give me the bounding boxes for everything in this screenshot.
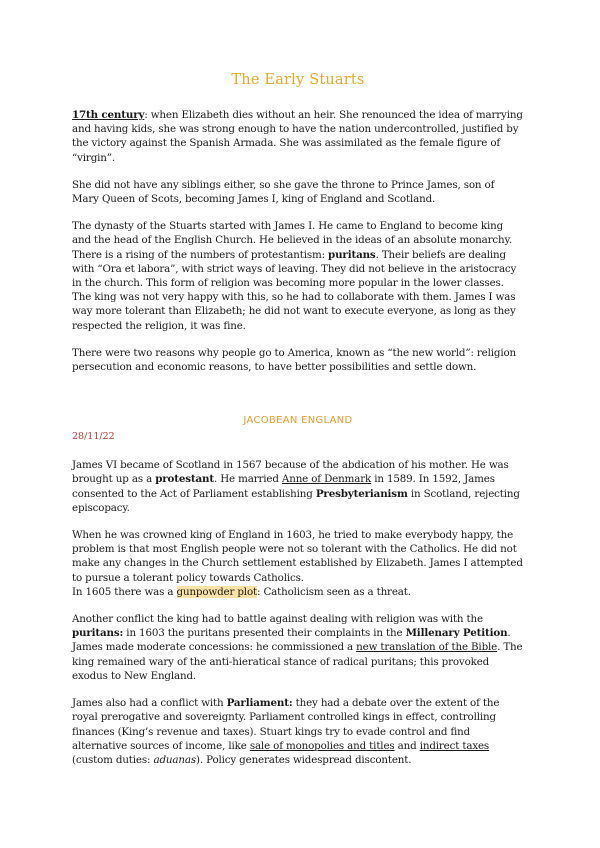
note-date: 28/11/22	[72, 431, 115, 443]
term-millenary-petition: Millenary Petition	[405, 627, 508, 640]
section-heading: JACOBEAN ENGLAND	[243, 415, 353, 427]
paragraph-puritans-conflict: Another conflict the king had to battle against dealing with religion was with the puritans: in 1603 the puritans presented their complaints in the Millenary Petition. James made moderate concessions: he commissioned a new translation of the Bible. The king remained wary of the anti-hieratical stance of radical puritans; this provoked exodus to New England.	[72, 613, 523, 682]
paragraph-succession: She did not have any siblings either, so she gave the throne to Prince James, son of Mary Queen of Scots, becoming James I, king of England and Scotland.	[72, 178, 495, 206]
paragraph-stuart-dynasty: The dynasty of the Stuarts started with James I. He came to England to become king and the head of the English Church. He believed in the ideas of an absolute monarchy. There is a rising of the numbers of protestantism: puritans. Their beliefs are dealing with “Ora et labora”, with strict ways of leaving. They did not believe in the aristocracy in the church. This form of religion was becoming more popular in the lower classes. The king was not very happy with this, so he had to collaborate with them. James I was way more tolerant than Elizabeth; he did not want to execute everyone, as long as they respected the religion, it was fine.	[72, 220, 517, 332]
paragraph-crowned-1603: When he was crowned king of England in 1603, he tried to make everybody happy, the problem is that most English people were not so tolerant with the Catholics. He did not make any changes in the Church settlement established by Elizabeth. James I attempted to pursue a tolerant policy towards Catholics. In 1605 there was a gunpowder plot: Catholicism seen as a threat.	[72, 529, 523, 598]
document-title: The Early Stuarts	[231, 72, 365, 88]
term-17th-century: 17th century	[72, 109, 145, 121]
term-puritans-conflict: puritans:	[72, 627, 124, 640]
term-puritans: puritans	[328, 248, 376, 261]
paragraph-17th-century: 17th century: when Elizabeth dies without an heir. She renounced the idea of marrying and having kids, she was strong enough to have the nation undercontrolled, justified by the victory against the Spanish Armada. She was assimilated as the female figure of “virgin”.	[72, 109, 523, 164]
term-gunpowder-plot: gunpowder plot	[176, 585, 257, 598]
term-anne-of-denmark: Anne of Denmark	[281, 473, 372, 486]
term-indirect-taxes: indirect taxes	[419, 739, 490, 752]
term-presbyterianism: Presbyterianism	[315, 487, 408, 500]
term-aduanas: aduanas	[153, 753, 196, 766]
term-protestant: protestant	[155, 473, 214, 486]
term-parliament: Parliament:	[226, 697, 293, 710]
term-new-bible-translation: new translation of the Bible	[356, 641, 498, 654]
paragraph-parliament-conflict: James also had a conflict with Parliament: they had a debate over the extent of the royal prerogative and sovereignty. Parliament controlled kings in effect, controlling finances (King’s revenue and taxes). Stuart kings try to evade control and find alternative sources of income, like sale of monopolies and titles and indirect taxes (custom duties: aduanas). Policy generates widespread discontent.	[72, 697, 500, 766]
paragraph-america: There were two reasons why people go to America, known as “the new world”: religion persecution and economic reasons, to have better possibilities and settle down.	[72, 346, 517, 374]
term-sale-of-monopolies: sale of monopolies and titles	[249, 739, 395, 752]
paragraph-james-vi: James VI became of Scotland in 1567 because of the abdication of his mother. He was brought up as a protestant. He married Anne of Denmark in 1589. In 1592, James consented to the Act of Parliament establishing Presbyterianism in Scotland, rejecting episcopacy.	[72, 459, 520, 514]
